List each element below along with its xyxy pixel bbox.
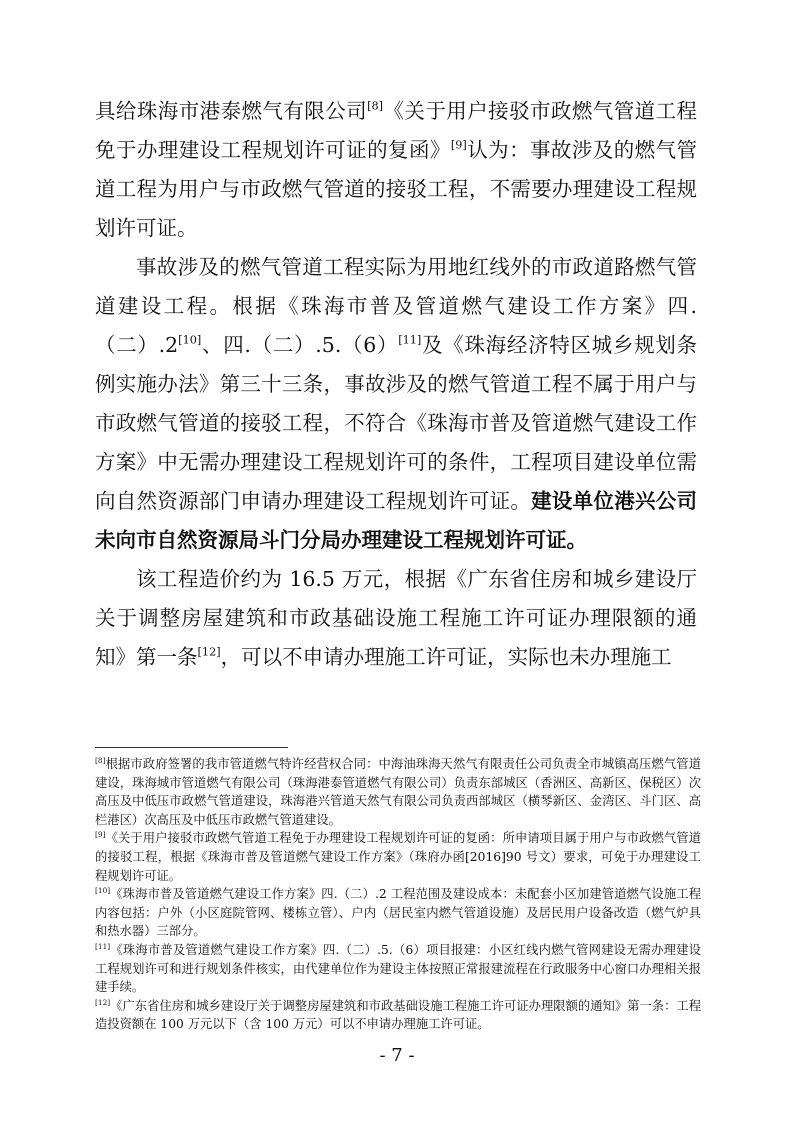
footnote-9 (95, 829, 701, 885)
footnote-ref-10[interactable]: [10] (178, 333, 202, 347)
footnote-ref-9[interactable]: [9] (450, 138, 467, 152)
paragraph-1-text-b: 《关于用户接驳市政燃气管道工程免于办理建设工程规划许可证的复函》 (95, 99, 698, 162)
footnote-ref-8[interactable]: [8] (367, 99, 384, 113)
footnotes (95, 755, 701, 1034)
footnote-text: 《珠海市普及管道燃气建设工作方案》四.（二）.2 工程范围及建设成本：未配套小区加建管道燃气设施工程内容包括：户外（小区庭院管网、楼栋立管）、户内（居民室内燃气管道设施）及居民用户设备改造（燃气炉具和热水器）三部分。 (95, 887, 701, 939)
paragraph-3-text-a: 该工程造价约为 16.5 万元，根据《广东省住房和城乡建设厅关于调整房屋建筑和市政基础设施工程施工许可证办理限额的通知》第一条 (95, 567, 697, 669)
paragraph-2-text-c: 及《珠海经济特区城乡规划条例实施办法》第三十三条，事故涉及的燃气管道工程不属于用户与市政燃气管道的接驳工程，不符合《珠海市普及管道燃气建设工作方案》中无需办理建设工程规划许可的条件，工程项目建设单位需向自然资源部门申请办理建设工程规划许可证。 (95, 333, 697, 513)
paragraph-1-text-a: 具给珠海市港泰燃气有限公司 (95, 99, 368, 123)
paragraph-1-text-c: 认为：事故涉及的燃气管道工程为用户与市政燃气管道的接驳工程，不需要办理建设工程规划许可证。 (95, 138, 698, 240)
footnote-10 (95, 885, 701, 941)
footnote-ref-12[interactable]: [12] (197, 645, 221, 659)
footnote-12 (95, 997, 701, 1034)
footnote-separator (95, 747, 288, 748)
footnote-mark: [11] (95, 941, 111, 951)
footnote-mark: [12] (95, 997, 111, 1007)
footnote-text: 《广东省住房和城乡建设厅关于调整房屋建筑和市政基础设施工程施工许可证办理限额的通知》第一条：工程造投资额在 100 万元以下（含 100 万元）可以不申请办理施工许可证。 (95, 998, 701, 1032)
footnote-mark: [9] (95, 830, 106, 840)
footnote-text: 《关于用户接驳市政燃气管道工程免于办理建设工程规划许可证的复函：所申请项目属于用户与市政燃气管道的接驳工程，根据《珠海市普及管道燃气建设工作方案》（珠府办函[2016]90 号文）要求，可免于办理建设工程规划许可证。 (95, 831, 701, 883)
footnote-mark: [10] (95, 886, 111, 895)
footnote-11 (95, 941, 701, 997)
paragraph-3-text-b: ，可以不申请办理施工许可证，实际也未办理施工 (220, 645, 672, 669)
paragraph-2-text-b: 、四.（二）.5.（6） (201, 333, 399, 357)
paragraph-2-bold-conclusion: 建设单位港兴公司未向市自然资源局斗门分局办理建设工程规划许可证。 (95, 489, 697, 552)
page-number: - 7 - (379, 1045, 415, 1066)
paragraph-2-text-a: 事故涉及的燃气管道工程实际为用地红线外的市政道路燃气管道建设工程。根据《珠海市普及管道燃气建设工作方案》四.（二）.2 (95, 255, 697, 357)
footnote-ref-11[interactable]: [11] (398, 333, 422, 347)
footnote-text: 根据市政府签署的我市管道燃气特许经营权合同：中海油珠海天然气有限责任公司负责全市城镇高压燃气管道建设，珠海城市管道燃气有限公司（珠海港泰管道燃气有限公司）负责东部城区（香洲区、高新区、保税区）次高压及中低压市政燃气管道建设，珠海港兴管道天然气有限公司负责西部城区（横琴新区、金湾区、斗门区、高栏港区）次高压及中低压市政燃气管道建设。 (95, 757, 701, 827)
paragraph-3 (95, 560, 697, 677)
footnote-mark: [8] (95, 755, 106, 765)
body-text (95, 92, 697, 677)
footnote-8 (95, 755, 701, 829)
paragraph-1 (95, 92, 697, 248)
paragraph-2 (95, 248, 697, 560)
footnote-text: 《珠海市普及管道燃气建设工作方案》四.（二）.5.（6）项目报建：小区红线内燃气管网建设无需办理建设工程规划许可和进行规划条件核实，由代建单位作为建设主体按照正常报建流程在行政服务中心窗口办理相关报建手续。 (95, 942, 701, 995)
